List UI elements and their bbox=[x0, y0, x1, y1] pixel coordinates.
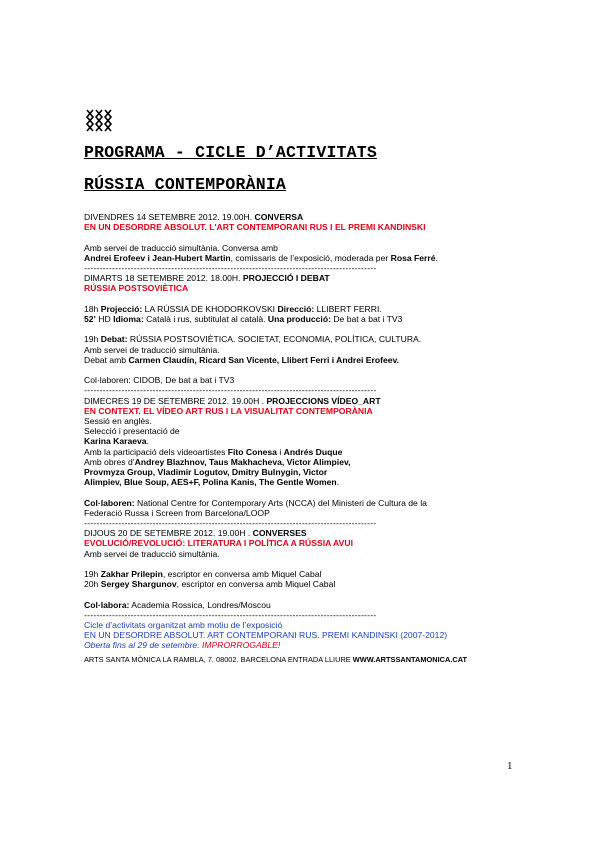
event-date: DIMARTS 18 SETEMBRE 2012. 18.00H. bbox=[84, 273, 243, 284]
event-3-participants bbox=[84, 447, 514, 457]
event-4-speaker-1 bbox=[84, 569, 514, 579]
page-title-line2: RÚSSIA CONTEMPORÀNIA bbox=[84, 175, 287, 194]
exhibition-dates bbox=[84, 640, 514, 650]
event-1-subtitle: EN UN DESORDRE ABSOLUT. L'ART CONTEMPORANI RUS I EL PREMI KANDINSKI bbox=[84, 222, 426, 233]
event-4-translation: Amb servei de traducció simultània. bbox=[84, 548, 220, 559]
event-3-artists-b bbox=[84, 467, 514, 477]
event-4-subtitle: EVOLUCIÓ/REVOLUCIÓ: LITERATURA I POLÍTICA A RÚSSIA AVUI bbox=[84, 538, 353, 549]
event-3-language: Sessió en anglès. bbox=[84, 416, 152, 426]
event-2-debate bbox=[84, 334, 514, 344]
footer bbox=[84, 620, 514, 665]
label: Projecció: bbox=[100, 303, 143, 314]
time: 19h bbox=[84, 334, 101, 345]
speaker-desc: , escriptor en conversa amb Miquel Cabal bbox=[176, 579, 336, 590]
page-title-line1: PROGRAMA - CICLE D’ACTIVITATS bbox=[84, 143, 377, 162]
event-2 bbox=[84, 273, 514, 395]
arts-santa-monica-logo-icon bbox=[84, 107, 114, 137]
event-2-panel bbox=[84, 355, 514, 365]
event-3-subtitle: EN CONTEXT. EL VÍDEO ART RUS I LA VISUALITAT CONTEMPORÀNIA bbox=[84, 405, 373, 416]
time: 19h bbox=[84, 569, 101, 580]
separator: ---------------------------------------------------------------------------------------------- bbox=[84, 263, 377, 273]
separator: ---------------------------------------------------------------------------------------------- bbox=[84, 609, 377, 620]
director: LLIBERT FERRI. bbox=[314, 303, 382, 314]
debate-with: Debat amb bbox=[84, 354, 129, 365]
page-number: 1 bbox=[507, 760, 513, 772]
participants-intro: Amb la participació dels videoartistes bbox=[84, 446, 228, 457]
event-2-heading bbox=[84, 273, 514, 283]
period: . bbox=[336, 477, 340, 488]
duration: 52’ bbox=[84, 314, 96, 324]
event-2-collaborators: Col·laboren: CIDOB, De bat a bat i TV3 bbox=[84, 375, 235, 386]
event-2-translation: Amb servei de traducció simultània. bbox=[84, 344, 220, 355]
event-1-heading bbox=[84, 212, 514, 222]
screening-title: LA RÚSSIA DE KHODORKOVSKI bbox=[142, 303, 278, 314]
event-1-intro: Amb servei de traducció simultània. Conversa amb bbox=[84, 242, 278, 253]
label: Debat: bbox=[100, 334, 128, 345]
time: 20h bbox=[84, 579, 101, 590]
website-link[interactable]: WWW.ARTSSANTAMONICA.CAT bbox=[352, 654, 468, 664]
event-3-artists-a bbox=[84, 457, 514, 467]
speakers: Andrei Erofeev i Jean-Hubert Martin bbox=[84, 252, 231, 263]
label: Idioma: bbox=[113, 314, 144, 324]
event-4-heading bbox=[84, 528, 514, 538]
label: Col·labora: bbox=[84, 599, 130, 610]
speaker: Zakhar Prilepin bbox=[100, 569, 163, 580]
exhibition-title: EN UN DESORDRE ABSOLUT. ART CONTEMPORANI RUS. PREMI KANDINSKI (2007-2012) bbox=[84, 630, 448, 641]
event-2-details bbox=[84, 314, 514, 324]
dates-highlight: IMPRORROGABLE! bbox=[202, 640, 281, 651]
works-intro: Amb obres d’ bbox=[84, 456, 135, 467]
event-4-speaker-2 bbox=[84, 579, 514, 589]
collab-text: National Centre for Contemporary Arts (NCCA) del Ministeri de Cultura de la bbox=[134, 497, 427, 508]
event-type: PROJECCIONS VÍDEO_ART bbox=[266, 395, 381, 406]
language: Català i rus, subtitulat al català. bbox=[143, 314, 268, 324]
artists: Alimpiev, Blue Soup, AES+F, Polina Kanis, The Gentle Women bbox=[84, 477, 337, 488]
curator: Karina Karaeva bbox=[84, 436, 147, 447]
speaker-desc: , escriptor en conversa amb Miquel Cabal bbox=[162, 569, 322, 580]
artist: Fito Conesa bbox=[227, 446, 277, 457]
event-type: CONVERSES bbox=[252, 528, 307, 539]
event-4 bbox=[84, 528, 514, 620]
address: ARTS SANTA MÒNICA LA RAMBLA, 7. 08002. BARCELONA ENTRADA LLIURE bbox=[84, 654, 353, 664]
label: Col·laboren: bbox=[84, 497, 135, 508]
event-3-heading bbox=[84, 396, 514, 406]
event-type: CONVERSA bbox=[254, 212, 304, 222]
debate-title: RÚSSIA POSTSOVIÈTICA. SOCIETAT, ECONOMIA, POLÍTICA, CULTURA. bbox=[127, 334, 422, 345]
time: 18h bbox=[84, 303, 101, 314]
label: Una producció: bbox=[267, 314, 331, 324]
event-3-collaborators-cont: Federació Russa i Screen from Barcelona/LOOP bbox=[84, 507, 270, 518]
footer-intro: Cicle d’activitats organitzat amb motiu de l’exposició bbox=[84, 620, 283, 631]
moderator: Rosa Ferré bbox=[390, 252, 436, 263]
dates-text: Oberta fins al 29 de setembre. bbox=[84, 640, 202, 651]
artists: Provmyza Group, Vladimir Logutov, Dmitry Bulnygin, Victor bbox=[84, 467, 328, 478]
event-2-screening bbox=[84, 304, 514, 314]
curator-intro: Selecció i presentació de bbox=[84, 426, 180, 437]
label: Direcció: bbox=[277, 303, 315, 314]
event-3-collaborators bbox=[84, 498, 514, 508]
event-2-subtitle: RÚSSIA POSTSOVIÈTICA bbox=[84, 283, 189, 294]
period: . bbox=[435, 252, 438, 263]
separator: ---------------------------------------------------------------------------------------------- bbox=[84, 518, 377, 529]
production: De bat a bat i TV3 bbox=[330, 314, 403, 324]
event-1 bbox=[84, 212, 514, 273]
period: . bbox=[146, 436, 149, 447]
address-line bbox=[84, 655, 514, 665]
speakers-desc: , comissaris de l’exposició, moderada per bbox=[230, 252, 391, 263]
artist: Andrés Duque bbox=[283, 446, 343, 457]
event-4-collaborators bbox=[84, 600, 514, 610]
collab-text: Academia Rossica, Londres/Moscou bbox=[129, 599, 271, 610]
separator: ---------------------------------------------------------------------------------------------- bbox=[84, 385, 377, 396]
event-1-speakers bbox=[84, 253, 514, 263]
event-date: DIVENDRES 14 SETEMBRE 2012. 19.00H. bbox=[84, 212, 255, 222]
panel: Carmen Claudín, Ricard San Vicente, Llibert Ferri i Andrei Erofeev. bbox=[128, 354, 400, 365]
event-3 bbox=[84, 396, 514, 529]
event-date: DIJOUS 20 DE SETEMBRE 2012. 19.00H . bbox=[84, 528, 253, 539]
speaker: Sergey Shargunov bbox=[100, 579, 177, 590]
conjunction: i bbox=[276, 446, 284, 457]
programme-body bbox=[84, 212, 514, 665]
artists: Andrey Blazhnov, Taus Makhacheva, Victor Alimpiev, bbox=[134, 456, 351, 467]
event-3-curator bbox=[84, 426, 514, 446]
event-3-artists-c bbox=[84, 477, 514, 487]
format: HD bbox=[95, 314, 114, 324]
event-type: PROJECCIÓ I DEBAT bbox=[242, 273, 330, 284]
event-date: DIMECRES 19 DE SETEMBRE 2012. 19.00H . bbox=[84, 395, 267, 406]
